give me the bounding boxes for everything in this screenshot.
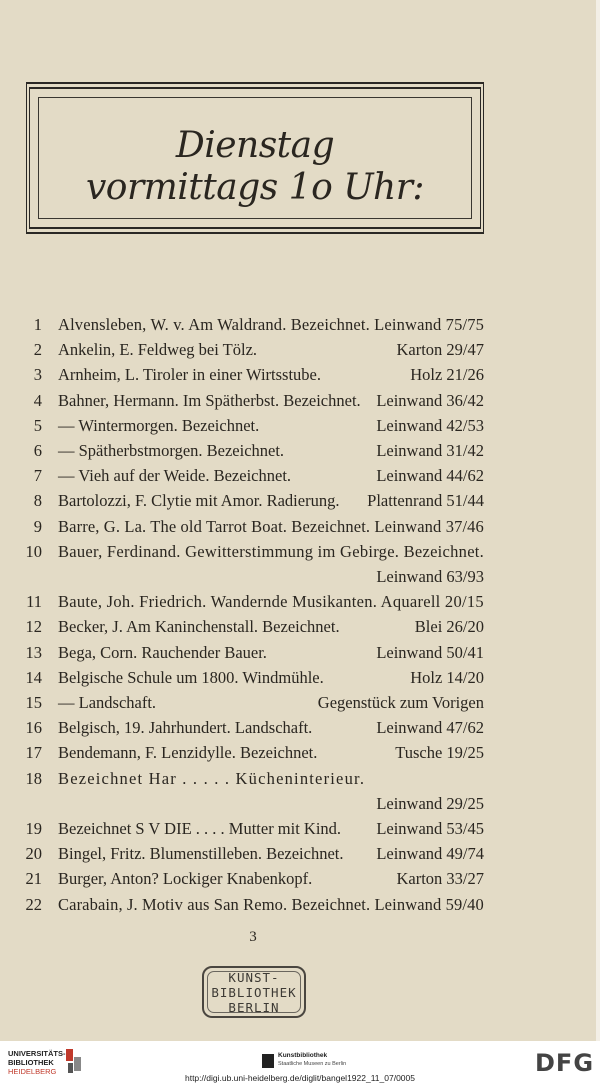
entry-row	[0, 668, 600, 693]
entry-number: 11	[26, 592, 42, 612]
entry-row	[0, 794, 600, 819]
entry-row	[0, 617, 600, 642]
entry-medium-size: Karton 29/47	[396, 340, 484, 360]
entry-row	[0, 365, 600, 390]
entry-number: 19	[25, 819, 42, 838]
entry-text: Baute, Joh. Friedrich. Wandernde Musikanten. Aquarell 20/15	[58, 592, 484, 612]
entry-row	[0, 340, 600, 365]
entry-number: 9	[33, 516, 42, 536]
entry-text: Bezeichnet S V DIE . . . . Mutter mit Kind.	[58, 819, 342, 838]
dfg-logo[interactable]: DFG	[535, 1049, 595, 1077]
entry-medium-size: Leinwand 31/42	[376, 441, 484, 460]
stamp-line-3: BERLIN	[228, 1000, 280, 1015]
entry-number: 8	[33, 491, 42, 511]
entry-number: 13	[25, 642, 42, 662]
kb-title: Kunstbibliothek	[278, 1052, 328, 1059]
library-stamp	[202, 966, 306, 1018]
entry-row	[0, 743, 600, 768]
stamp-line-1: KUNST-	[228, 970, 280, 985]
uni-logo-line-3: HEIDELBERG	[8, 1067, 57, 1076]
title-frame	[26, 82, 484, 234]
entry-row	[0, 466, 600, 491]
entry-number: 3	[33, 365, 42, 385]
entry-text: Bega, Corn. Rauchender Bauer.	[58, 642, 267, 662]
uni-logo-line-1: UNIVERSITÄTS-	[8, 1049, 66, 1058]
kunstbibliothek-mark-icon	[262, 1054, 274, 1068]
entry-medium-size: Leinwand 50/41	[376, 642, 484, 662]
entry-number: 15	[25, 693, 42, 712]
entry-row	[0, 844, 600, 869]
entry-row	[0, 769, 600, 794]
entry-medium-size: Leinwand 42/53	[376, 415, 484, 435]
entry-number: 1	[33, 315, 42, 334]
entry-number: 12	[25, 617, 42, 637]
source-url[interactable]: http://digi.ub.uni-heidelberg.de/diglit/bangel1922_11_07/0005	[184, 1073, 415, 1083]
entry-row	[0, 819, 600, 844]
entry-text: Bingel, Fritz. Blumenstilleben. Bezeichnet.	[58, 844, 344, 864]
entry-text: — Wintermorgen. Bezeichnet.	[58, 415, 260, 435]
entry-number: 17	[25, 743, 42, 763]
entry-medium-size: Karton 33/27	[396, 869, 484, 889]
entry-number: 10	[25, 541, 42, 561]
entry-row	[0, 416, 600, 441]
entry-number: 18	[25, 768, 42, 788]
entry-medium-size: Leinwand 49/74	[376, 844, 484, 864]
entry-text: — Landschaft.	[58, 693, 157, 712]
entry-medium-size: Gegenstück zum Vorigen	[317, 693, 484, 712]
entry-row	[0, 592, 600, 617]
entry-row	[0, 895, 600, 920]
stamp-line-2: BIBLIOTHEK	[211, 985, 297, 1000]
entry-row	[0, 693, 600, 718]
entry-text: Bahner, Hermann. Im Spätherbst. Bezeichnet.	[58, 390, 361, 410]
entry-medium-size: Leinwand 44/62	[376, 466, 484, 486]
page-number: 3	[249, 929, 257, 945]
entry-number: 16	[25, 718, 42, 738]
entry-medium-size: Leinwand 53/45	[376, 819, 484, 838]
title-time: vormittags 1o Uhr:	[85, 167, 425, 208]
entry-row	[0, 643, 600, 668]
entry-medium-size: Leinwand 36/42	[376, 390, 484, 410]
entry-text: Becker, J. Am Kaninchenstall. Bezeichnet.	[58, 617, 340, 637]
entry-text: Burger, Anton? Lockiger Knabenkopf.	[58, 869, 313, 889]
entry-medium-size: Holz 14/20	[410, 667, 484, 687]
entry-text: Ankelin, E. Feldweg bei Tölz.	[58, 340, 258, 360]
entry-text: Belgische Schule um 1800. Windmühle.	[58, 667, 324, 687]
entry-medium-size: Leinwand 63/93	[376, 567, 484, 586]
entry-number: 14	[25, 667, 42, 687]
entry-row	[0, 718, 600, 743]
entry-text: Alvensleben, W. v. Am Waldrand. Bezeichnet. Leinwand 75/75	[58, 315, 485, 334]
entry-text: Bendemann, F. Lenzidylle. Bezeichnet.	[58, 743, 318, 763]
entry-row	[0, 517, 600, 542]
entry-text: Bezeichnet Har . . . . . Kücheninterieur.	[58, 768, 366, 788]
entry-medium-size: Leinwand 47/62	[376, 718, 484, 738]
entry-text: Belgisch, 19. Jahrhundert. Landschaft.	[58, 718, 313, 738]
kb-subtitle: Staatliche Museen zu Berlin	[278, 1061, 347, 1067]
entry-text: Bartolozzi, F. Clytie mit Amor. Radierung.	[58, 491, 340, 511]
uni-logo-line-2: BIBLIOTHEK	[8, 1058, 54, 1067]
entry-number: 5	[33, 415, 42, 435]
entry-row	[0, 441, 600, 466]
entry-row	[0, 491, 600, 516]
entry-row	[0, 542, 600, 567]
entry-text: — Vieh auf der Weide. Bezeichnet.	[58, 466, 292, 486]
entry-text: Barre, G. La. The old Tarrot Boat. Bezeichnet. Leinwand 37/46	[58, 516, 484, 536]
entry-text: Arnheim, L. Tiroler in einer Wirtsstube.	[58, 365, 322, 385]
entry-number: 6	[33, 441, 42, 460]
entry-medium-size: Tusche 19/25	[395, 743, 484, 763]
entry-number: 22	[25, 894, 42, 914]
entry-medium-size: Leinwand 29/25	[376, 793, 484, 813]
entry-number: 4	[33, 390, 42, 410]
entry-row	[0, 315, 600, 340]
entry-number: 7	[33, 466, 42, 486]
entry-number: 21	[25, 869, 42, 889]
entry-medium-size: Holz 21/26	[410, 365, 484, 385]
entry-text: Bauer, Ferdinand. Gewitterstimmung im Gebirge. Bezeichnet.	[58, 541, 485, 561]
entry-text: — Spätherbstmorgen. Bezeichnet.	[58, 441, 285, 460]
title-day: Dienstag	[175, 125, 335, 166]
entry-text: Carabain, J. Motiv aus San Remo. Bezeichnet. Leinwand 59/40	[58, 894, 484, 914]
entry-medium-size: Plattenrand 51/44	[367, 491, 484, 511]
entry-number: 20	[25, 844, 42, 864]
entry-row	[0, 869, 600, 894]
entry-row	[0, 567, 600, 592]
entry-number: 2	[33, 340, 42, 360]
entry-medium-size: Blei 26/20	[414, 617, 484, 637]
entry-row	[0, 391, 600, 416]
